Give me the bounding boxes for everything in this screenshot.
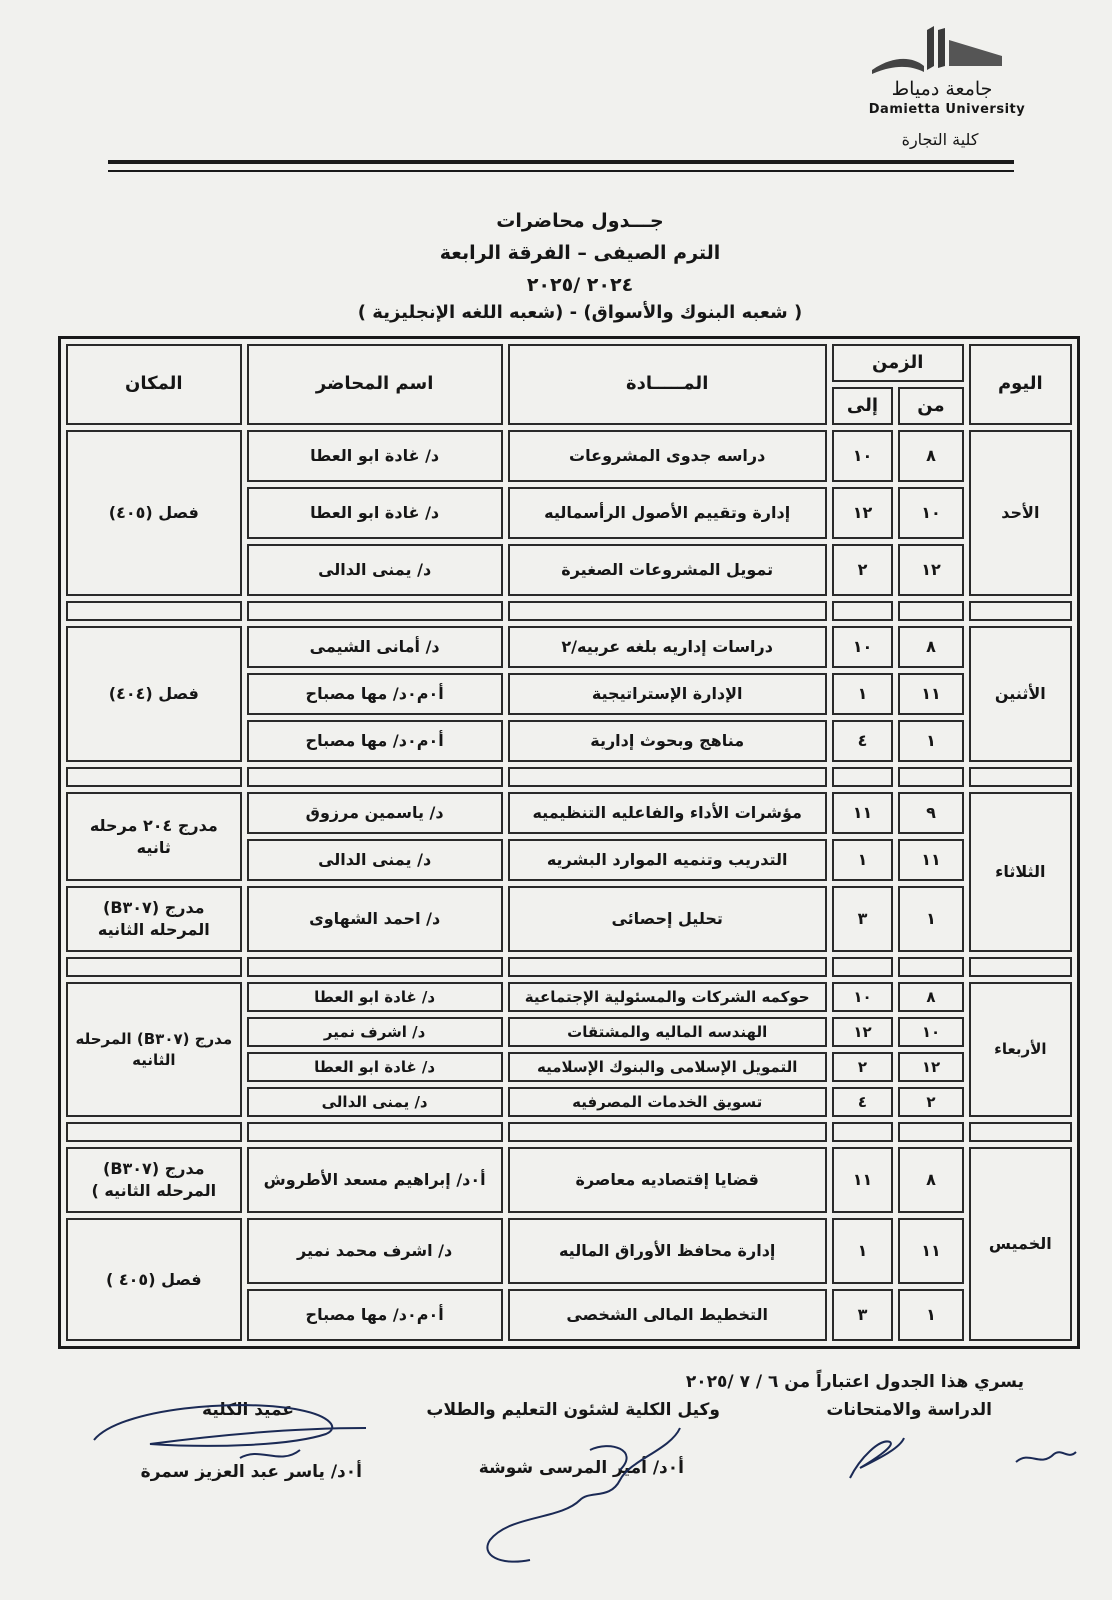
to-cell: ١ (832, 673, 894, 715)
header-divider-thin (108, 170, 1014, 172)
from-cell: ١٢ (898, 544, 963, 596)
term-title: الترم الصيفى – الفرقة الرابعة (439, 242, 721, 264)
lecturer-cell: د/ اشرف محمد نمير (247, 1218, 503, 1284)
header-lecturer: اسم المحاضر (247, 344, 503, 425)
lecturer-cell: د/ أمانى الشيمى (247, 626, 503, 668)
lecturer-cell: د/ اشرف نمير (247, 1017, 503, 1047)
table-row (66, 1218, 1072, 1284)
from-cell: ٨ (898, 626, 963, 668)
place-cell: مدرج (B٣٠٧) المرحله الثانيه ) (66, 1147, 242, 1213)
table-row (66, 982, 1072, 1012)
to-cell: ١٢ (832, 1017, 894, 1047)
table-row (66, 430, 1072, 482)
place-cell: مدرج (B٣٠٧) المرحله الثانيه (66, 982, 242, 1117)
from-cell: ١٢ (898, 1052, 963, 1082)
to-cell: ٢ (832, 544, 894, 596)
place-cell: مدرج (B٣٠٧) المرحله الثانيه (66, 886, 242, 952)
schedule-table (58, 336, 1080, 1349)
place-cell: مدرج ٢٠٤ مرحله ثانيه (66, 792, 242, 881)
to-cell: ١٠ (832, 982, 894, 1012)
subject-cell: دراسات إداريه بلغه عربيه/٢ (508, 626, 827, 668)
header-day: اليوم (969, 344, 1072, 425)
subject-cell: تحليل إحصائى (508, 886, 827, 952)
dean-name: أ٠د/ ياسر عبد العزيز سمرة (140, 1462, 362, 1482)
from-cell: ١٠ (898, 1017, 963, 1047)
day-cell: الخميس (969, 1147, 1072, 1341)
university-logo (862, 26, 1032, 122)
subject-cell: التمويل الإسلامى والبنوك الإسلاميه (508, 1052, 827, 1082)
from-cell: ٨ (898, 1147, 963, 1213)
to-cell: ١٠ (832, 626, 894, 668)
vice-dean-name: أ٠د/ أمير المرسى شوشة (478, 1458, 684, 1478)
table-row (66, 792, 1072, 834)
spacer-row (66, 1122, 1072, 1142)
lecturer-cell: د/ يمنى الدالى (247, 544, 503, 596)
from-cell: ١١ (898, 839, 963, 881)
from-cell: ٨ (898, 430, 963, 482)
subject-cell: قضايا إقتصاديه معاصرة (508, 1147, 827, 1213)
subject-cell: مناهج وبحوث إدارية (508, 720, 827, 762)
table-row (66, 1147, 1072, 1213)
lecturer-cell: د/ احمد الشهاوى (247, 886, 503, 952)
header-time: الزمن (832, 344, 964, 382)
spacer-row (66, 957, 1072, 977)
subject-cell: التدريب وتنميه الموارد البشريه (508, 839, 827, 881)
effective-date: يسري هذا الجدول اعتباراً من ٦ / ٧ /٢٠٢٥ (685, 1372, 1024, 1392)
initials-signature-icon (1010, 1440, 1080, 1474)
lecturer-cell: أ٠م٠د/ مها مصباح (247, 1289, 503, 1341)
subject-cell: الهندسه الماليه والمشتقات (508, 1017, 827, 1047)
studies-signature-icon (830, 1428, 910, 1488)
to-cell: ٣ (832, 886, 894, 952)
to-cell: ٤ (832, 720, 894, 762)
day-cell: الأحد (969, 430, 1072, 596)
university-name-english: Damietta University (868, 102, 1026, 117)
lecturer-cell: د/ يمنى الدالى (247, 839, 503, 881)
to-cell: ١٢ (832, 487, 894, 539)
from-cell: ٨ (898, 982, 963, 1012)
vice-dean-signature-icon (470, 1420, 730, 1570)
lecturer-cell: د/ غادة ابو العطا (247, 1052, 503, 1082)
from-cell: ٩ (898, 792, 963, 834)
lecturer-cell: أ٠م٠د/ مها مصباح (247, 720, 503, 762)
from-cell: ١٠ (898, 487, 963, 539)
subject-cell: إدارة محافظ الأوراق الماليه (508, 1218, 827, 1284)
subject-cell: التخطيط المالى الشخصى (508, 1289, 827, 1341)
to-cell: ٣ (832, 1289, 894, 1341)
place-cell: فصل (٤٠٥ ) (66, 1218, 242, 1341)
subject-cell: إدارة وتقييم الأصول الرأسماليه (508, 487, 827, 539)
subject-cell: مؤشرات الأداء والفاعليه التنظيميه (508, 792, 827, 834)
day-cell: الثلاثاء (969, 792, 1072, 952)
from-cell: ٢ (898, 1087, 963, 1117)
to-cell: ١ (832, 1218, 894, 1284)
to-cell: ١١ (832, 1147, 894, 1213)
lecturer-cell: د/ غادة ابو العطا (247, 982, 503, 1012)
place-cell: فصل (٤٠٤) (66, 626, 242, 762)
to-cell: ١٠ (832, 430, 894, 482)
lecturer-cell: د/ يمنى الدالى (247, 1087, 503, 1117)
lecturer-cell: أ٠د/ إبراهيم مسعد الأطروش (247, 1147, 503, 1213)
lecturer-cell: د/ غادة ابو العطا (247, 487, 503, 539)
lecturer-cell: د/ غادة ابو العطا (247, 430, 503, 482)
header-to: إلى (832, 387, 894, 425)
table-row (66, 886, 1072, 952)
dean-title: عميد الكلية (202, 1400, 294, 1420)
from-cell: ١ (898, 720, 963, 762)
university-emblem-icon (872, 26, 1012, 76)
header-divider (108, 160, 1014, 164)
day-cell: الأثنين (969, 626, 1072, 762)
place-cell: فصل (٤٠٥) (66, 430, 242, 596)
dean-signature-icon (90, 1388, 370, 1468)
studies-office-title: الدراسة والامتحانات (826, 1400, 992, 1420)
table-row (66, 626, 1072, 668)
subject-cell: تسويق الخدمات المصرفيه (508, 1087, 827, 1117)
vice-dean-title: وكيل الكلية لشئون التعليم والطلاب (426, 1400, 720, 1420)
subject-cell: دراسه جدوى المشروعات (508, 430, 827, 482)
to-cell: ٤ (832, 1087, 894, 1117)
faculty-name: كلية التجارة (901, 130, 979, 149)
to-cell: ١ (832, 839, 894, 881)
header-place: المكان (66, 344, 242, 425)
spacer-row (66, 601, 1072, 621)
from-cell: ١ (898, 1289, 963, 1341)
to-cell: ١١ (832, 792, 894, 834)
day-cell: الأربعاء (969, 982, 1072, 1117)
document-title: جـــدول محاضرات (496, 210, 664, 232)
header-subject: المـــــادة (508, 344, 827, 425)
subject-cell: حوكمه الشركات والمسئولية الإجتماعية (508, 982, 827, 1012)
subject-cell: الإدارة الإستراتيجية (508, 673, 827, 715)
academic-year: ٢٠٢٤ /٢٠٢٥ (526, 274, 634, 296)
from-cell: ١١ (898, 673, 963, 715)
subject-cell: تمويل المشروعات الصغيرة (508, 544, 827, 596)
from-cell: ١ (898, 886, 963, 952)
to-cell: ٢ (832, 1052, 894, 1082)
from-cell: ١١ (898, 1218, 963, 1284)
header-from: من (898, 387, 963, 425)
divisions-title: ( شعبه البنوك والأسواق) - (شعبه اللغه الإنجليزية ) (357, 302, 803, 323)
university-name-arabic: جامعة دمياط (891, 78, 993, 100)
lecturer-cell: د/ ياسمين مرزوق (247, 792, 503, 834)
lecturer-cell: أ٠م٠د/ مها مصباح (247, 673, 503, 715)
spacer-row (66, 767, 1072, 787)
